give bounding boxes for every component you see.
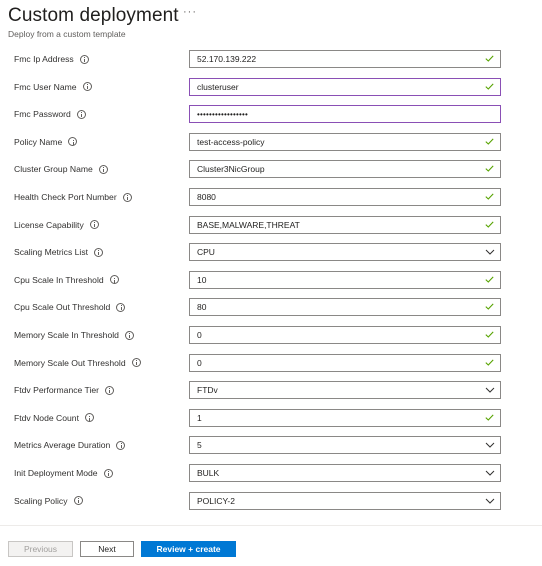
input-license-capability[interactable] <box>189 216 501 234</box>
chevron-down-icon[interactable] <box>485 386 495 394</box>
next-button[interactable]: Next <box>80 541 134 557</box>
info-icon[interactable] <box>90 220 99 229</box>
footer-divider <box>0 525 542 526</box>
info-icon[interactable] <box>99 165 108 174</box>
info-icon[interactable] <box>125 331 134 340</box>
form-row-scaling-metrics-list <box>0 238 542 265</box>
field-label-group <box>14 52 89 66</box>
field-label-group <box>14 80 92 94</box>
checkmark-icon <box>485 165 494 172</box>
info-icon[interactable] <box>68 137 77 146</box>
info-icon[interactable] <box>116 441 125 450</box>
field-value: 52.170.139.222 <box>197 54 257 64</box>
input-memory-scale-in-threshold[interactable] <box>189 326 501 344</box>
input-ftdv-node-count[interactable] <box>189 409 501 427</box>
field-value: BULK <box>197 468 220 478</box>
field-label: Ftdv Node Count <box>14 412 79 423</box>
field-label: Ftdv Performance Tier <box>14 385 100 396</box>
field-value: Cluster3NicGroup <box>197 164 265 175</box>
field-label: Metrics Average Duration <box>14 440 111 451</box>
info-icon[interactable] <box>83 82 92 91</box>
field-value: ••••••••••••••••• <box>197 109 249 119</box>
field-value: clusteruser <box>197 81 239 92</box>
info-icon[interactable] <box>105 386 114 395</box>
checkmark-icon <box>485 83 494 90</box>
chevron-down-icon[interactable] <box>485 248 495 256</box>
field-value: BASE,MALWARE,THREAT <box>197 219 300 230</box>
field-label-group <box>14 190 132 204</box>
field-label: Scaling Policy <box>14 495 68 506</box>
field-label-group <box>14 273 119 287</box>
page-header <box>8 4 528 44</box>
dropdown-scaling-policy[interactable] <box>189 492 501 510</box>
field-label-group <box>14 466 113 480</box>
previous-button[interactable]: Previous <box>8 541 73 557</box>
field-label: Init Deployment Mode <box>14 468 98 478</box>
field-label: Cpu Scale Out Threshold <box>14 302 111 313</box>
more-options-icon[interactable]: ··· <box>183 6 197 18</box>
field-label-group <box>14 245 103 259</box>
dropdown-init-deployment-mode[interactable] <box>189 464 501 482</box>
field-value: 0 <box>197 330 202 340</box>
info-icon[interactable] <box>74 496 83 505</box>
field-label-group <box>14 494 83 508</box>
field-label: Fmc User Name <box>14 81 77 92</box>
field-value: 5 <box>197 440 202 451</box>
info-icon[interactable] <box>110 275 119 284</box>
field-value: 8080 <box>197 192 216 202</box>
input-memory-scale-out-threshold[interactable] <box>189 354 501 372</box>
info-icon[interactable] <box>123 193 132 202</box>
field-label: License Capability <box>14 219 84 230</box>
checkmark-icon <box>485 55 494 62</box>
field-label: Cpu Scale In Threshold <box>14 274 104 285</box>
field-value: FTDv <box>197 385 218 396</box>
field-label: Fmc Password <box>14 109 71 120</box>
field-label-group <box>14 328 134 342</box>
input-policy-name[interactable] <box>189 133 501 151</box>
dropdown-ftdv-performance-tier[interactable] <box>189 381 501 399</box>
form-row-cpu-scale-in-threshold <box>0 266 542 293</box>
field-label-group <box>14 162 108 176</box>
form-row-policy-name <box>0 128 542 155</box>
field-value: 1 <box>197 412 202 423</box>
input-cpu-scale-out-threshold[interactable] <box>189 298 501 316</box>
field-label-group <box>14 300 125 314</box>
form-row-init-deployment-mode <box>0 459 542 486</box>
form-row-cluster-group-name <box>0 155 542 182</box>
field-label: Scaling Metrics List <box>14 247 89 258</box>
chevron-down-icon[interactable] <box>485 469 495 477</box>
checkmark-icon <box>485 221 494 228</box>
input-health-check-port-number[interactable] <box>189 188 501 206</box>
field-label-group <box>14 438 125 452</box>
form-row-memory-scale-in-threshold <box>0 321 542 348</box>
review-create-button[interactable]: Review + create <box>141 541 236 557</box>
info-icon[interactable] <box>77 110 86 119</box>
form-row-fmc-ip-address <box>0 45 542 72</box>
checkmark-icon <box>485 193 494 200</box>
field-label-group <box>14 218 99 232</box>
field-value: POLICY-2 <box>197 495 235 506</box>
field-value: test-access-policy <box>197 136 265 147</box>
field-label-group <box>14 356 141 370</box>
field-label: Memory Scale Out Threshold <box>14 357 126 368</box>
field-label-group <box>14 383 114 397</box>
input-fmc-ip-address[interactable] <box>189 50 501 68</box>
checkmark-icon <box>485 276 494 283</box>
checkmark-icon <box>485 331 494 338</box>
checkmark-icon <box>485 138 494 145</box>
info-icon[interactable] <box>116 303 125 312</box>
form-row-fmc-password <box>0 100 542 127</box>
checkmark-icon <box>485 359 494 366</box>
chevron-down-icon[interactable] <box>485 441 495 449</box>
field-label: Cluster Group Name <box>14 164 93 175</box>
field-value: 0 <box>197 357 202 368</box>
field-value: 80 <box>197 302 207 313</box>
info-icon[interactable] <box>85 413 94 422</box>
form-row-scaling-policy <box>0 487 542 514</box>
field-label: Policy Name <box>14 136 63 147</box>
form-row-ftdv-node-count <box>0 404 542 431</box>
form-row-fmc-user-name <box>0 73 542 100</box>
field-label: Fmc Ip Address <box>14 54 74 64</box>
form-row-cpu-scale-out-threshold <box>0 293 542 320</box>
chevron-down-icon[interactable] <box>485 497 495 505</box>
form-row-health-check-port-number <box>0 183 542 210</box>
form-row-license-capability <box>0 211 542 238</box>
dropdown-scaling-metrics-list[interactable] <box>189 243 501 261</box>
info-icon[interactable] <box>132 358 141 367</box>
info-icon[interactable] <box>94 248 103 257</box>
info-icon[interactable] <box>80 55 89 64</box>
dropdown-metrics-average-duration[interactable] <box>189 436 501 454</box>
form-row-memory-scale-out-threshold <box>0 349 542 376</box>
field-label-group <box>14 411 94 425</box>
field-label-group <box>14 107 86 121</box>
input-cluster-group-name[interactable] <box>189 160 501 178</box>
form-row-ftdv-performance-tier <box>0 376 542 403</box>
checkmark-icon <box>485 414 494 421</box>
field-value: CPU <box>197 247 215 258</box>
input-fmc-password[interactable] <box>189 105 501 123</box>
page-subtitle: Deploy from a custom template <box>8 29 126 39</box>
field-label: Memory Scale In Threshold <box>14 330 119 340</box>
page-title: Custom deployment <box>8 5 179 26</box>
input-cpu-scale-in-threshold[interactable] <box>189 271 501 289</box>
field-value: 10 <box>197 274 207 285</box>
info-icon[interactable] <box>104 469 113 478</box>
field-label: Health Check Port Number <box>14 192 117 202</box>
checkmark-icon <box>485 303 494 310</box>
form-row-metrics-average-duration <box>0 431 542 458</box>
input-fmc-user-name[interactable] <box>189 78 501 96</box>
field-label-group <box>14 135 77 149</box>
